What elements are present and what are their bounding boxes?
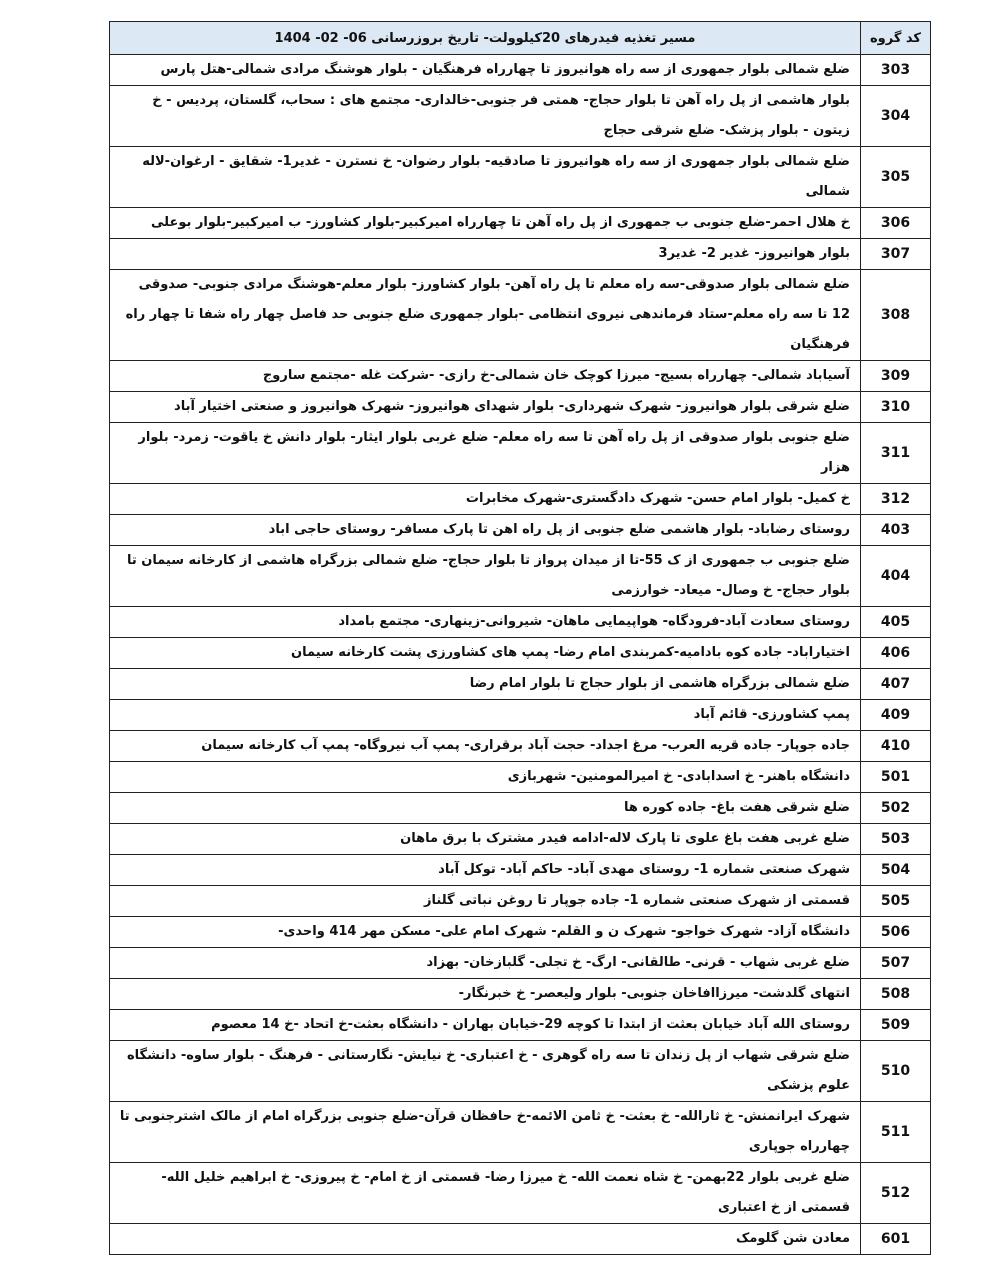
group-code-cell: 303 [861,55,931,86]
group-code-cell: 405 [861,607,931,638]
group-code-cell: 512 [861,1163,931,1224]
route-cell: روستای رضاباد- بلوار هاشمی ضلع جنوبی از پل راه اهن تا پارک مسافر- روستای حاجی اباد [110,515,861,546]
group-code-cell: 309 [861,361,931,392]
group-code-cell: 509 [861,1010,931,1041]
route-cell: روستای سعادت آباد-فرودگاه- هواپیمایی ماهان- شیروانی-زینهاری- مجتمع بامداد [110,607,861,638]
route-cell: دانشگاه باهنر- خ اسدابادی- خ امیرالمومنین- شهربازی [110,762,861,793]
group-code-cell: 403 [861,515,931,546]
route-cell: شهرک ایرانمنش- خ ثارالله- خ بعثت- خ ثامن الائمه-خ حافظان قرآن-ضلع جنوبی بزرگراه امام از مالک اشترجنوبی تا چهارراه جوپاری [110,1102,861,1163]
route-cell: معادن شن گلومک [110,1224,861,1255]
table-row [110,638,931,669]
group-code-cell: 406 [861,638,931,669]
group-code-cell: 507 [861,948,931,979]
group-code-cell: 410 [861,731,931,762]
route-cell: بلوار هوانیروز- غدیر 2- غدیر3 [110,239,861,270]
table-row [110,86,931,147]
group-code-cell: 501 [861,762,931,793]
route-cell: بلوار هاشمی از پل راه آهن تا بلوار حجاج- همتی فر جنوبی-خالداری- مجتمع های : سحاب، گلستان، پردیس - خ زیتون - بلوار پزشک- ضلع شرقی حجاج [110,86,861,147]
route-cell: خ هلال احمر-ضلع جنوبی ب جمهوری از پل راه آهن تا چهارراه امیرکبیر-بلوار کشاورز- ب امیرکبیر-بلوار بوعلی [110,208,861,239]
table-title: مسیر تغذیه فیدرهای 20کیلوولت- تاریخ بروزرسانی 06- 02- 1404 [110,22,861,55]
group-code-cell: 304 [861,86,931,147]
table-row [110,392,931,423]
group-code-cell: 407 [861,669,931,700]
group-code-cell: 409 [861,700,931,731]
table-row [110,1163,931,1224]
table-row [110,855,931,886]
route-cell: ضلع شمالی بلوار صدوقی-سه راه معلم تا پل راه آهن- بلوار کشاورز- بلوار معلم-هوشنگ مرادی جنوبی- صدوقی 12 تا سه راه معلم-ستاد فرماندهی نیروی انتظامی -بلوار جمهوری ضلع جنوبی حد فاصل چهار راه شفا تا چهار راه فرهنگیان [110,270,861,361]
route-cell: اختیاراباد- جاده کوه بادامیه-کمربندی امام رضا- پمپ های کشاورزی پشت کارخانه سیمان [110,638,861,669]
group-code-cell: 510 [861,1041,931,1102]
route-cell: ضلع شرقی بلوار هوانیروز- شهرک شهرداری- بلوار شهدای هوانیروز- شهرک هوانیروز و صنعتی اختیار آباد [110,392,861,423]
table-row [110,239,931,270]
group-code-cell: 601 [861,1224,931,1255]
table-row [110,484,931,515]
table-row [110,1224,931,1255]
group-code-cell: 312 [861,484,931,515]
route-cell: ضلع شرقی هفت باغ- جاده کوره ها [110,793,861,824]
table-row [110,762,931,793]
table-row [110,793,931,824]
table-row [110,824,931,855]
table-row [110,886,931,917]
table-row [110,55,931,86]
route-cell: خ کمیل- بلوار امام حسن- شهرک دادگستری-شهرک مخابرات [110,484,861,515]
table-row [110,731,931,762]
table-row [110,917,931,948]
group-code-cell: 310 [861,392,931,423]
feeder-route-table [109,21,931,1255]
table-row [110,1010,931,1041]
route-cell: روستای الله آباد خیابان بعثت از ابتدا تا کوچه 29-خیابان بهاران - دانشگاه بعثت-خ اتحاد -خ 14 معصوم [110,1010,861,1041]
table-row [110,669,931,700]
table-row [110,147,931,208]
group-code-header: کد گروه [861,22,931,55]
table-row [110,270,931,361]
route-cell: پمپ کشاورزی- قائم آباد [110,700,861,731]
table-row [110,700,931,731]
group-code-cell: 305 [861,147,931,208]
group-code-cell: 404 [861,546,931,607]
group-code-cell: 503 [861,824,931,855]
group-code-cell: 306 [861,208,931,239]
table-row [110,1102,931,1163]
route-cell: ضلع جنوبی ب جمهوری از ک 55-تا از میدان پرواز تا بلوار حجاج- ضلع شمالی بزرگراه هاشمی از کارخانه سیمان تا بلوار حجاج- خ وصال- میعاد- خوارزمی [110,546,861,607]
route-cell: ضلع شرقی شهاب از پل زندان تا سه راه گوهری - خ اعتباری- خ نیایش- نگارستانی - فرهنگ - بلوار ساوه- دانشگاه علوم پزشکی [110,1041,861,1102]
table-row [110,361,931,392]
route-cell: شهرک صنعتی شماره 1- روستای مهدی آباد- حاکم آباد- توکل آباد [110,855,861,886]
table-body [110,55,931,1255]
route-cell: ضلع جنوبی بلوار صدوقی از پل راه آهن تا سه راه معلم- ضلع غربی بلوار ایثار- بلوار دانش خ یاقوت- زمرد- بلوار هزار [110,423,861,484]
table-row [110,515,931,546]
route-cell: ضلع شمالی بلوار جمهوری از سه راه هوانیروز تا چهارراه فرهنگیان - بلوار هوشنگ مرادی شمالی-هتل پارس [110,55,861,86]
route-cell: ضلع شمالی بزرگراه هاشمی از بلوار حجاج تا بلوار امام رضا [110,669,861,700]
group-code-cell: 311 [861,423,931,484]
table-row [110,979,931,1010]
header-row [110,22,931,55]
group-code-cell: 504 [861,855,931,886]
route-cell: جاده جوپار- جاده قریه العرب- مرغ اجداد- حجت آباد برقراری- پمپ آب نیروگاه- پمپ آب کارخانه سیمان [110,731,861,762]
route-cell: ضلع غربی هفت باغ علوی تا پارک لاله-ادامه فیدر مشترک با برق ماهان [110,824,861,855]
group-code-cell: 505 [861,886,931,917]
group-code-cell: 506 [861,917,931,948]
table-row [110,546,931,607]
group-code-cell: 511 [861,1102,931,1163]
route-cell: ضلع شمالی بلوار جمهوری از سه راه هوانیروز تا صادقیه- بلوار رضوان- خ نسترن - غدیر1- شقایق - ارغوان-لاله شمالی [110,147,861,208]
table-row [110,1041,931,1102]
group-code-cell: 502 [861,793,931,824]
table-row [110,423,931,484]
group-code-cell: 308 [861,270,931,361]
route-cell: دانشگاه آزاد- شهرک خواجو- شهرک ن و القلم- شهرک امام علی- مسکن مهر 414 واحدی- [110,917,861,948]
table-row [110,948,931,979]
route-cell: ضلع غربی شهاب - قرنی- طالقانی- ارگ- خ تجلی- گلبازخان- بهزاد [110,948,861,979]
route-cell: قسمتی از شهرک صنعتی شماره 1- جاده جوپار تا روغن نباتی گلناز [110,886,861,917]
table-row [110,208,931,239]
route-cell: آسیاباد شمالی- چهارراه بسیج- میرزا کوچک خان شمالی-خ رازی- -شرکت غله -مجتمع ساروج [110,361,861,392]
group-code-cell: 307 [861,239,931,270]
group-code-cell: 508 [861,979,931,1010]
route-cell: انتهای گلدشت- میرزاافاخان جنوبی- بلوار ولیعصر- خ خبرنگار- [110,979,861,1010]
route-cell: ضلع غربی بلوار 22بهمن- خ شاه نعمت الله- خ میرزا رضا- قسمتی از خ امام- خ پیروزی- خ ابراهیم خلیل الله- قسمتی از خ اعتباری [110,1163,861,1224]
table-row [110,607,931,638]
